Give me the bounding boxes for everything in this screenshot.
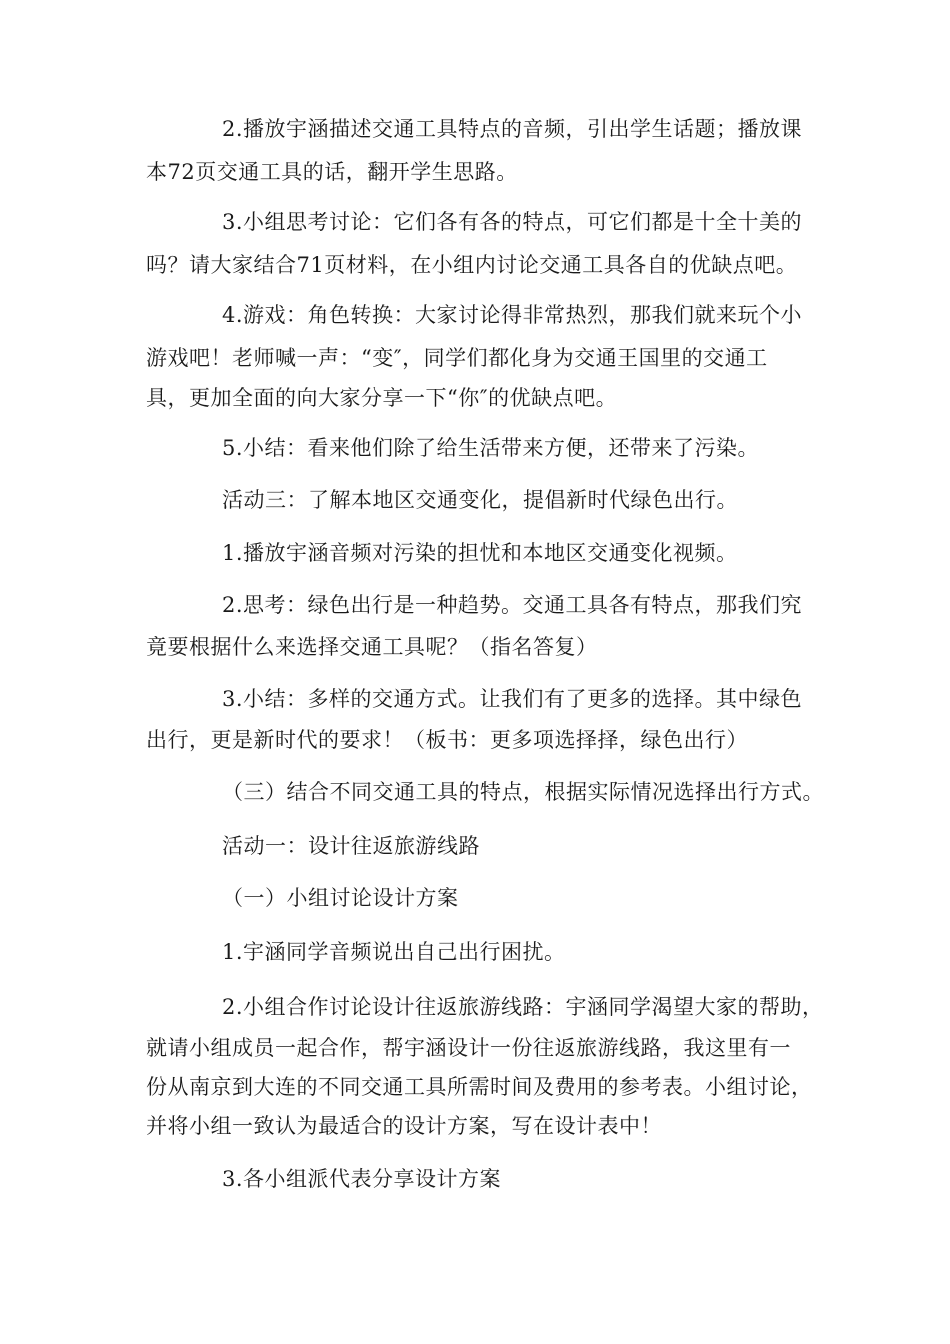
- text-line-2: 本72页交通工具的话，翻开学生思路。: [146, 160, 518, 184]
- text-line-19: 2.小组合作讨论设计往返旅游线路：宇涵同学渴望大家的帮助，: [222, 995, 824, 1019]
- text-line-7: 具，更加全面的向大家分享一下“你″的优缺点吧。: [146, 386, 618, 410]
- text-line-18: 1.宇涵同学音频说出自己出行困扰。: [222, 940, 566, 964]
- text-line-22: 并将小组一致认为最适合的设计方案，写在设计表中！: [146, 1114, 662, 1138]
- text-line-13: 3.小结：多样的交通方式。让我们有了更多的选择。其中绿色: [222, 687, 803, 711]
- text-line-15: （三）结合不同交通工具的特点，根据实际情况选择出行方式。: [222, 780, 824, 804]
- text-line-14: 出行，更是新时代的要求！（板书：更多项选择择，绿色出行）: [146, 728, 748, 752]
- text-line-17: （一）小组讨论设计方案: [222, 886, 459, 910]
- text-line-4: 吗？请大家结合71页材料，在小组内讨论交通工具各自的优缺点吧。: [146, 253, 798, 277]
- text-line-6: 游戏吧！老师喊一声：“变″，同学们都化身为交通王国里的交通工: [146, 346, 768, 370]
- text-line-10: 1.播放宇涵音频对污染的担忧和本地区交通变化视频。: [222, 541, 738, 565]
- text-line-20: 就请小组成员一起合作，帮宇涵设计一份往返旅游线路，我这里有一: [146, 1036, 791, 1060]
- text-line-8: 5.小结：看来他们除了给生活带来方便，还带来了污染。: [222, 436, 760, 460]
- text-line-23: 3.各小组派代表分享设计方案: [222, 1167, 502, 1191]
- text-line-11: 2.思考：绿色出行是一种趋势。交通工具各有特点，那我们究: [222, 593, 803, 617]
- text-line-12: 竟要根据什么来选择交通工具呢？（指名答复）: [146, 635, 598, 659]
- text-line-9: 活动三：了解本地区交通变化，提倡新时代绿色出行。: [222, 488, 738, 512]
- text-line-1: 2.播放宇涵描述交通工具特点的音频，引出学生话题；播放课: [222, 117, 803, 141]
- text-line-3: 3.小组思考讨论：它们各有各的特点，可它们都是十全十美的: [222, 210, 803, 234]
- text-line-21: 份从南京到大连的不同交通工具所需时间及费用的参考表。小组讨论，: [146, 1075, 813, 1099]
- text-line-5: 4.游戏：角色转换：大家讨论得非常热烈，那我们就来玩个小: [222, 303, 803, 327]
- text-line-16: 活动一：设计往返旅游线路: [222, 834, 480, 858]
